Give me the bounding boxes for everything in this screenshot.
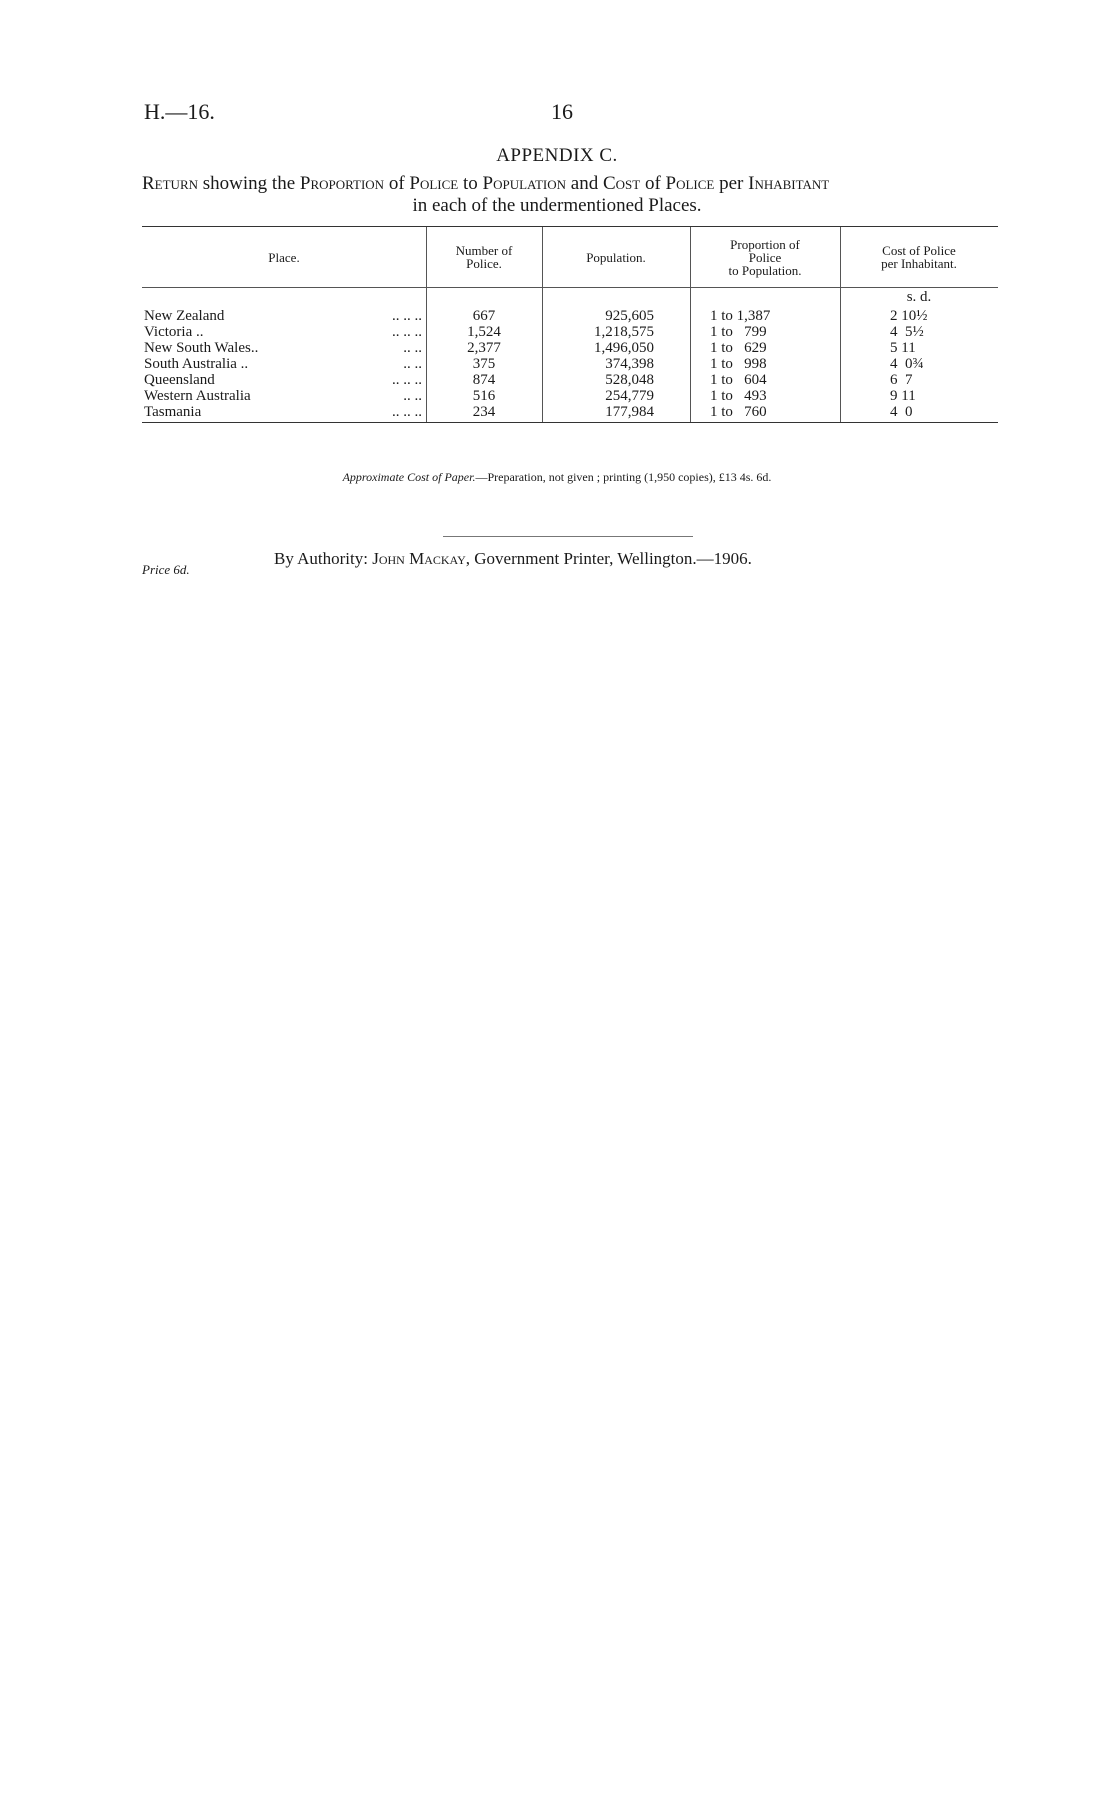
leader-dots: .. .. .. (392, 324, 422, 340)
table-row (142, 388, 998, 404)
leader-dots: .. .. (403, 388, 422, 404)
table-row (142, 356, 998, 372)
printer-name: John Mackay (372, 549, 466, 568)
cost-cell: 4 0 (890, 404, 913, 420)
cost-cell: 6 7 (890, 372, 913, 388)
proportion-cell: 1 to 604 (710, 372, 767, 388)
place-cell: New South Wales.. (144, 340, 259, 356)
leader-dots: .. .. .. (392, 372, 422, 388)
cost-note-text: —Preparation, not given ; printing (1,950 copies), £13 4s. 6d. (475, 470, 772, 484)
column-divider (426, 227, 427, 287)
heading-word: Population (482, 173, 567, 194)
place-cell: South Australia .. (144, 356, 249, 372)
proportion-cell: 1 to 799 (710, 324, 767, 340)
heading-word: Police (665, 173, 715, 194)
cost-cell: 4 5½ (890, 324, 924, 340)
proportion-cell: 1 to 998 (710, 356, 767, 372)
cost-cell: 9 11 (890, 388, 916, 404)
place-cell: Tasmania (144, 404, 202, 420)
printer-imprint (274, 549, 752, 569)
heading-text: showing the (198, 173, 300, 194)
population-cell: 177,984 (605, 404, 654, 420)
cost-cell: 2 10½ (890, 308, 928, 324)
heading-word: Police (409, 173, 459, 194)
cost-note-label: Approximate Cost of Paper. (342, 470, 476, 484)
police-cell: 516 (472, 388, 496, 404)
header-proportion: Proportion of Police to Population. (728, 236, 802, 278)
heading-text: and (566, 173, 603, 194)
table-header (142, 227, 998, 288)
heading-word: Inhabitant (748, 173, 830, 194)
proportion-cell: 1 to 493 (710, 388, 767, 404)
heading-word: Proportion (299, 173, 385, 194)
police-table (142, 226, 998, 423)
place-cell: Queensland (144, 372, 215, 388)
cost-units: s. d. (906, 289, 932, 305)
heading-text: of (384, 173, 410, 194)
cost-cell: 4 0¾ (890, 356, 924, 372)
population-cell: 254,779 (605, 388, 654, 404)
police-cell: 234 (472, 404, 496, 420)
heading-text: per (714, 173, 749, 194)
table-heading (142, 173, 1002, 195)
cost-cell: 5 11 (890, 340, 916, 356)
place-cell: Western Australia (144, 388, 251, 404)
page-number: 16 (551, 99, 573, 124)
police-cell: 874 (472, 372, 496, 388)
population-cell: 1,218,575 (594, 324, 654, 340)
heading-text: of (640, 173, 666, 194)
proportion-cell: 1 to 629 (710, 340, 767, 356)
leader-dots: .. .. (403, 340, 422, 356)
appendix-title: APPENDIX C. (496, 145, 618, 166)
table-row (142, 340, 998, 356)
imprint-suffix: , Government Printer, Wellington.—1906. (465, 549, 752, 568)
police-cell: 375 (472, 356, 496, 372)
police-cell: 2,377 (467, 340, 501, 356)
population-cell: 528,048 (605, 372, 654, 388)
imprint-prefix: By Authority: (274, 549, 373, 568)
leader-dots: .. .. .. (392, 404, 422, 420)
leader-dots: .. .. (403, 356, 422, 372)
header-police: Number of Police. (455, 243, 513, 271)
column-divider (690, 227, 691, 287)
table-row (142, 308, 998, 324)
divider-rule (443, 536, 693, 537)
heading-word: Cost (602, 173, 641, 194)
police-cell: 667 (472, 308, 496, 324)
table-body (142, 288, 998, 422)
table-row (142, 404, 998, 420)
header-place: Place. (268, 249, 300, 265)
table-heading-line2: in each of the undermentioned Places. (412, 195, 702, 216)
column-divider (542, 227, 543, 287)
cost-of-paper-note (0, 470, 1114, 485)
price-label: Price 6d. (142, 562, 190, 577)
police-cell: 1,524 (467, 324, 501, 340)
page-reference: H.—16. (144, 99, 215, 124)
population-cell: 1,496,050 (594, 340, 654, 356)
population-cell: 374,398 (605, 356, 654, 372)
table-row (142, 372, 998, 388)
header-cost: Cost of Police per Inhabitant. (881, 243, 957, 271)
table-row (142, 324, 998, 340)
population-cell: 925,605 (605, 308, 654, 324)
column-divider (840, 227, 841, 287)
proportion-cell: 1 to 1,387 (710, 308, 771, 324)
place-cell: New Zealand (144, 308, 225, 324)
proportion-cell: 1 to 760 (710, 404, 767, 420)
heading-text: to (458, 173, 483, 194)
place-cell: Victoria .. (144, 324, 204, 340)
heading-word: Return (142, 173, 199, 194)
leader-dots: .. .. .. (392, 308, 422, 324)
header-population: Population. (586, 249, 646, 265)
